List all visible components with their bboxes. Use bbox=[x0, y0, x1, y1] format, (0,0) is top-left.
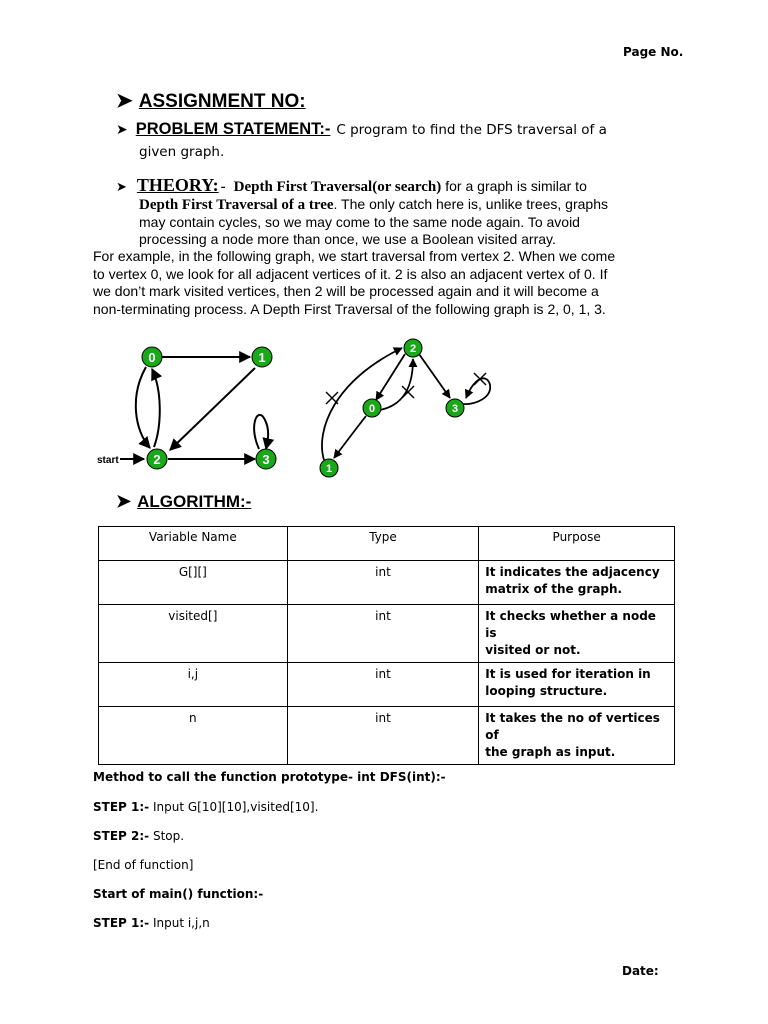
arrowhead-bullet-icon: ➤ bbox=[116, 179, 127, 194]
page-number-label: Page No. bbox=[623, 45, 684, 59]
node-label: 3 bbox=[262, 452, 270, 467]
cell-purpose bbox=[479, 707, 675, 765]
node-label: 2 bbox=[153, 452, 161, 467]
node-label: 0 bbox=[148, 350, 156, 365]
theory-heading bbox=[116, 175, 587, 196]
step-line bbox=[93, 829, 184, 843]
table-header-row bbox=[99, 527, 675, 561]
purpose-line: It checks whether a node is bbox=[485, 609, 656, 640]
assignment-heading bbox=[116, 88, 306, 113]
theory-term-dft-graph: Depth First Traversal(or search) bbox=[233, 179, 442, 195]
cell-type: int bbox=[287, 663, 479, 707]
node-label: 0 bbox=[368, 403, 376, 415]
table-row bbox=[99, 605, 675, 663]
arrowhead-bullet-icon: ➤ bbox=[116, 90, 133, 112]
edge-2-3 bbox=[419, 354, 450, 398]
graph-diagram-1 bbox=[90, 335, 290, 480]
algorithm-heading bbox=[116, 491, 251, 512]
table-row bbox=[99, 663, 675, 707]
purpose-line: matrix of the graph. bbox=[485, 582, 623, 596]
cell-purpose bbox=[479, 561, 675, 605]
purpose-line: looping structure. bbox=[485, 684, 608, 698]
purpose-line: the graph as input. bbox=[485, 745, 616, 759]
node-label: 3 bbox=[451, 403, 459, 415]
step-line bbox=[93, 916, 210, 930]
problem-statement-text: C program to find the DFS traversal of a bbox=[336, 122, 607, 138]
theory-text: . The only catch here is, unlike trees, graphs bbox=[333, 196, 608, 212]
theory-separator: - bbox=[220, 179, 226, 195]
date-label: Date: bbox=[622, 964, 659, 978]
theory-line: may contain cycles, so we may come to the same node again. To avoid bbox=[139, 214, 580, 230]
graph1-node-0 bbox=[142, 347, 162, 367]
step-label: STEP 1:- bbox=[93, 800, 150, 814]
cell-type: int bbox=[287, 605, 479, 663]
theory-line bbox=[139, 196, 699, 214]
edge-0-1 bbox=[334, 416, 366, 458]
cell-variable-name: G[][] bbox=[99, 561, 288, 605]
purpose-line: It is used for iteration in bbox=[485, 667, 651, 681]
assignment-title: ASSIGNMENT NO: bbox=[138, 91, 306, 112]
edge-1-2 bbox=[322, 348, 402, 460]
cell-purpose bbox=[479, 663, 675, 707]
cross-marks bbox=[326, 373, 486, 404]
problem-statement bbox=[116, 120, 607, 139]
paragraph-line: For example, in the following graph, we start traversal from vertex 2. When we come bbox=[93, 248, 616, 264]
graph-diagram-2 bbox=[310, 330, 505, 480]
cell-type: int bbox=[287, 561, 479, 605]
variable-table bbox=[98, 526, 675, 765]
example-paragraph bbox=[93, 248, 693, 318]
node-label: 1 bbox=[258, 350, 266, 365]
theory-line: processing a node more than once, we use a Boolean visited array. bbox=[139, 231, 556, 247]
theory-label: THEORY: bbox=[136, 175, 219, 195]
purpose-line: visited or not. bbox=[485, 643, 581, 657]
node-label: 1 bbox=[325, 463, 333, 475]
step-label: STEP 1:- bbox=[93, 916, 150, 930]
edge-2-0 bbox=[152, 369, 160, 447]
step-text: Input G[10][10],visited[10]. bbox=[149, 800, 319, 814]
purpose-line: It takes the no of vertices of bbox=[485, 711, 660, 742]
cell-variable-name: i,j bbox=[99, 663, 288, 707]
purpose-line: It indicates the adjacency bbox=[485, 565, 660, 579]
arrowhead-bullet-icon: ➤ bbox=[116, 121, 128, 137]
method-line: Method to call the function prototype- int DFS(int):- bbox=[93, 770, 446, 784]
column-header-purpose: Purpose bbox=[479, 527, 675, 561]
paragraph-line: we don’t mark visited vertices, then 2 will be processed again and it will become a bbox=[93, 283, 599, 299]
step-label: STEP 2:- bbox=[93, 829, 150, 843]
edge-1-2 bbox=[170, 368, 255, 450]
theory-body bbox=[139, 196, 699, 248]
step-line bbox=[93, 800, 318, 814]
theory-text: for a graph is similar to bbox=[445, 178, 587, 194]
edge-0-2 bbox=[136, 367, 150, 448]
graph1-node-1 bbox=[252, 347, 272, 367]
table-row bbox=[99, 561, 675, 605]
step-text: Input i,j,n bbox=[149, 916, 210, 930]
cell-variable-name: visited[] bbox=[99, 605, 288, 663]
start-label: start bbox=[97, 455, 119, 466]
theory-term-dft-tree: Depth First Traversal of a tree bbox=[139, 197, 334, 213]
cell-variable-name: n bbox=[99, 707, 288, 765]
table-row bbox=[99, 707, 675, 765]
cell-type: int bbox=[287, 707, 479, 765]
graph1-node-2 bbox=[147, 449, 167, 469]
algorithm-label: ALGORITHM:- bbox=[137, 492, 252, 511]
step-text: Stop. bbox=[149, 829, 185, 843]
main-function-line: Start of main() function:- bbox=[93, 887, 264, 901]
node-label: 2 bbox=[409, 343, 417, 355]
graph2-node-3 bbox=[446, 399, 464, 417]
problem-statement-label: PROBLEM STATEMENT:- bbox=[135, 120, 331, 138]
graph2-node-0 bbox=[363, 399, 381, 417]
column-header-variable-name: Variable Name bbox=[99, 527, 288, 561]
arrowhead-bullet-icon: ➤ bbox=[116, 491, 132, 511]
graph2-node-1 bbox=[320, 459, 338, 477]
end-of-function-line: [End of function] bbox=[93, 858, 194, 872]
cell-purpose bbox=[479, 605, 675, 663]
graph2-node-2 bbox=[404, 339, 422, 357]
problem-statement-text-line2: given graph. bbox=[139, 144, 225, 160]
column-header-type: Type bbox=[287, 527, 479, 561]
paragraph-line: non-terminating process. A Depth First Traversal of the following graph is 2, 0, 1, 3. bbox=[93, 300, 606, 317]
edge-3-3 bbox=[254, 415, 268, 449]
paragraph-line: to vertex 0, we look for all adjacent vertices of it. 2 is also an adjacent vertex of 0. If bbox=[93, 265, 608, 282]
graph1-node-3 bbox=[256, 449, 276, 469]
